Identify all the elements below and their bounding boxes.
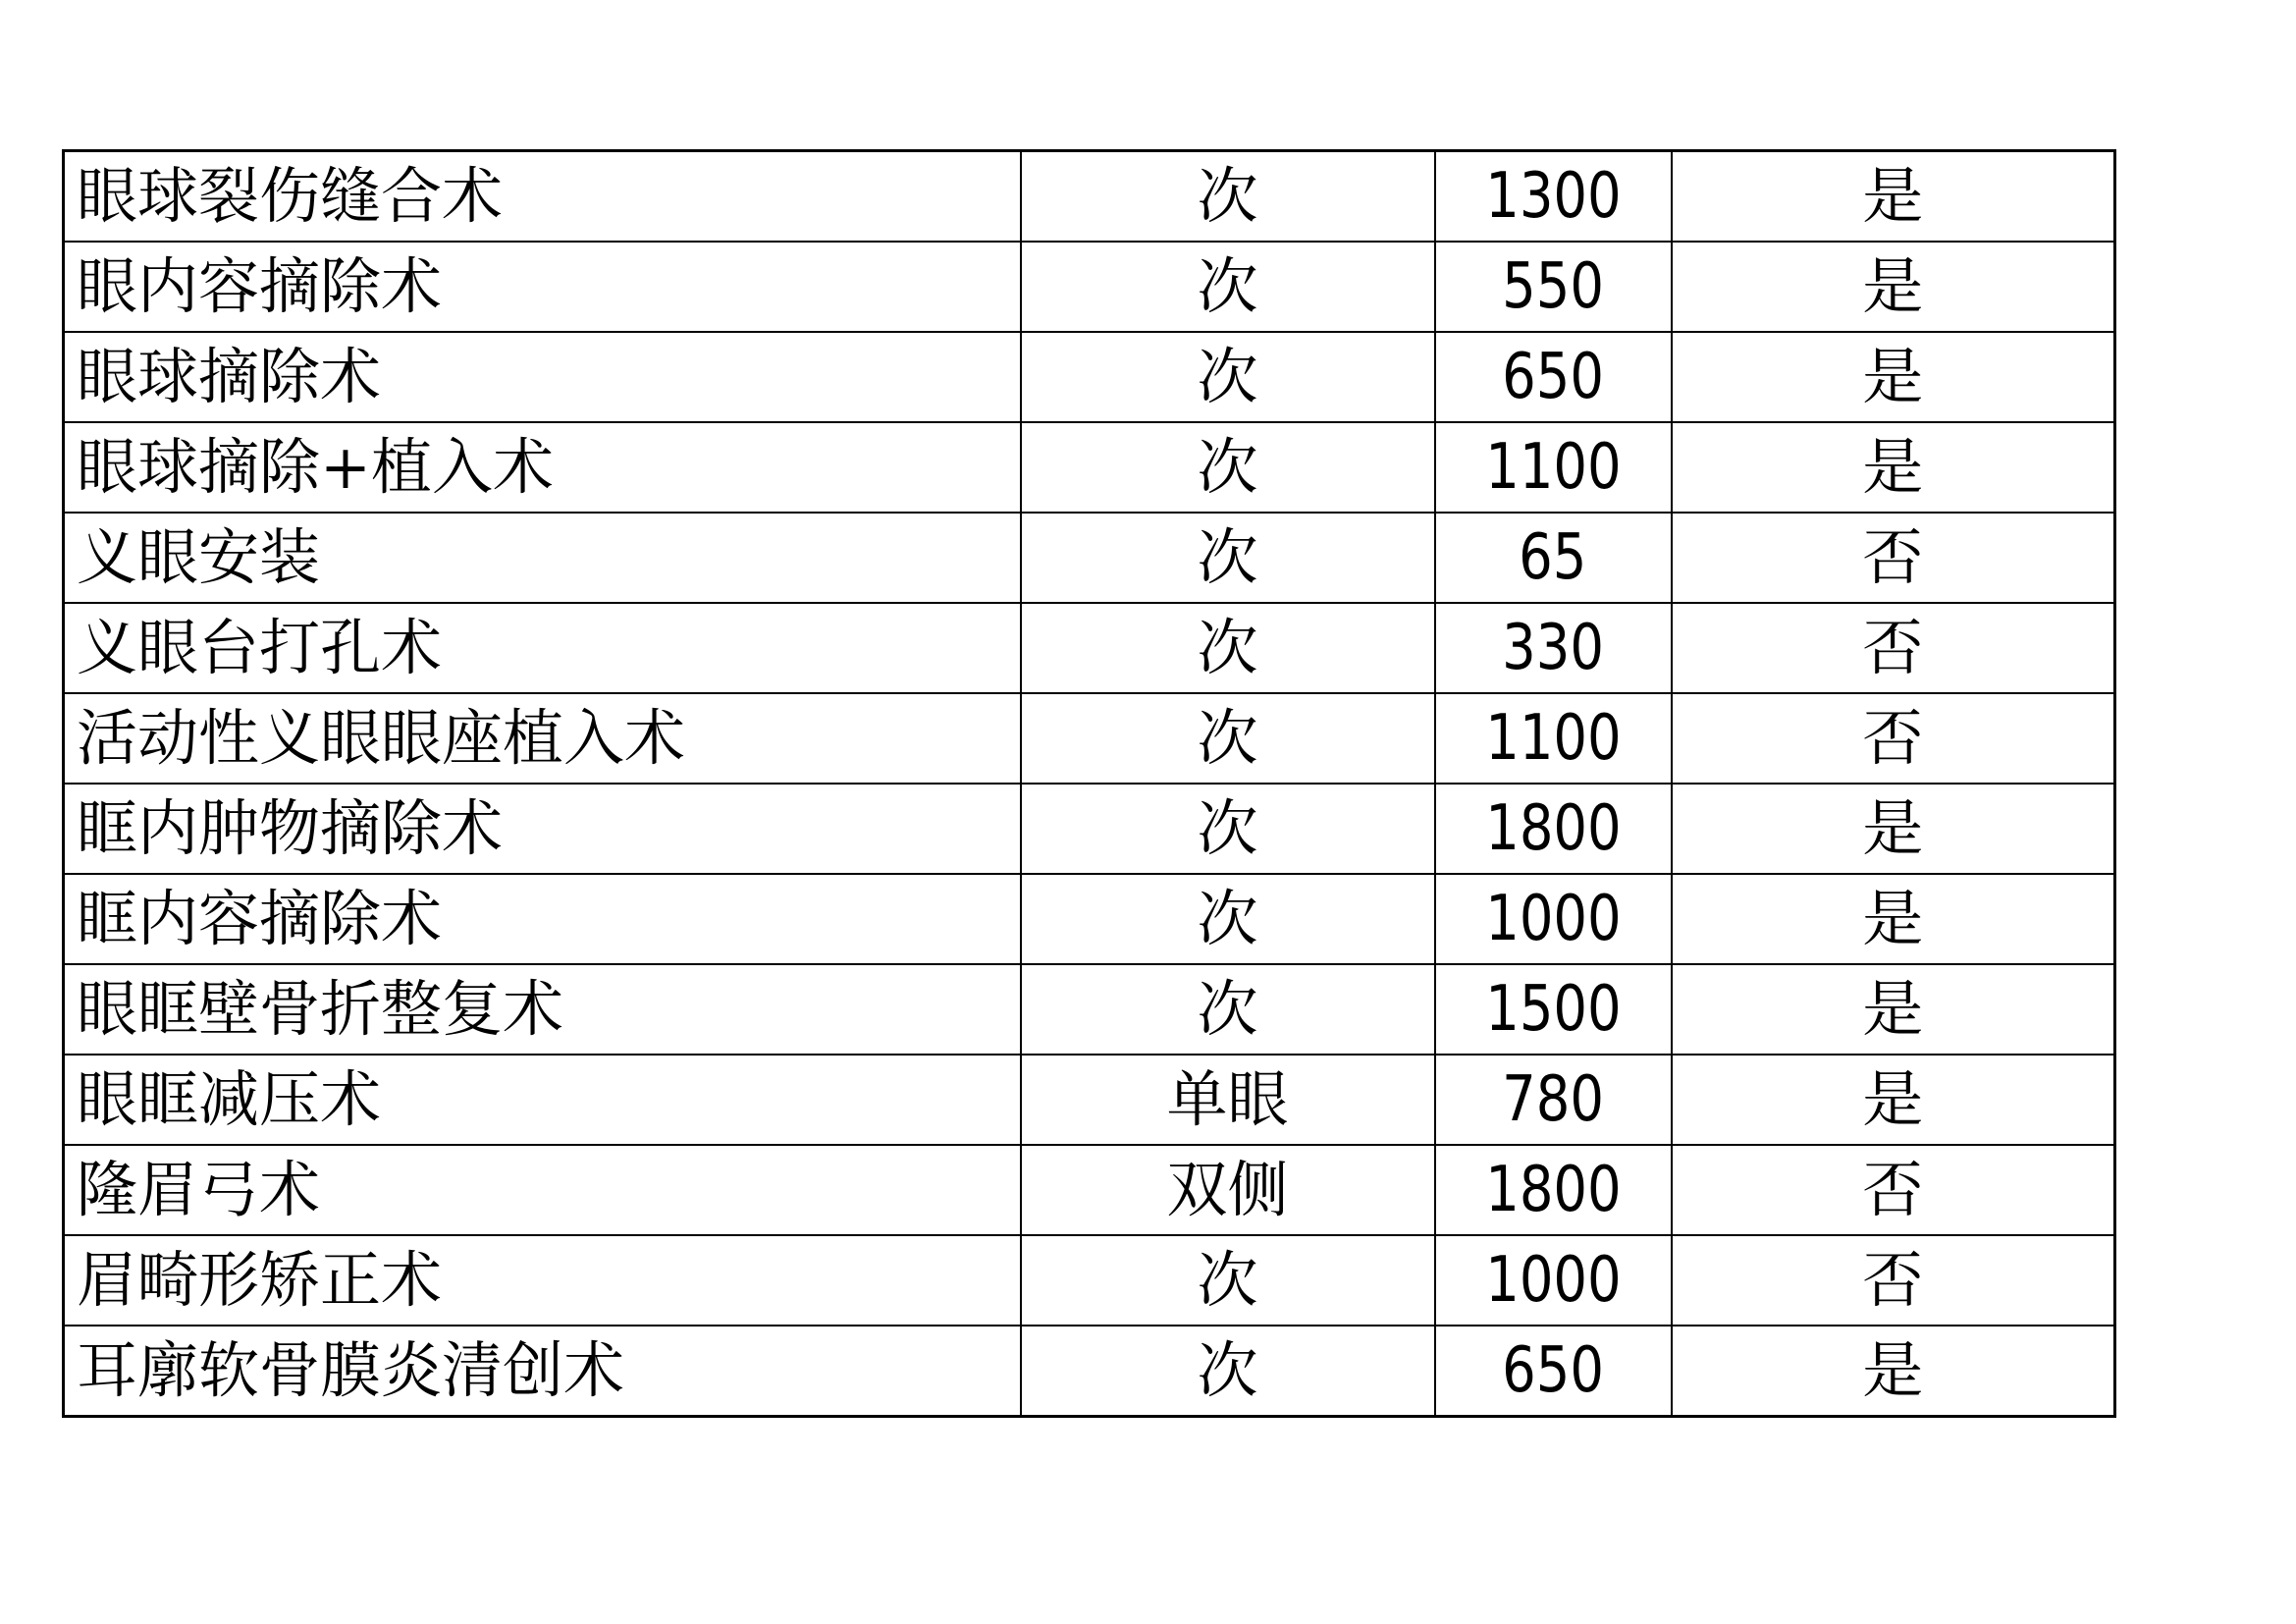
price-text: 1500: [1484, 973, 1622, 1046]
procedure-name-text: 眉畸形矫正术: [77, 1244, 443, 1316]
unit-text: 次: [1197, 1334, 1258, 1406]
price-text: 1800: [1484, 792, 1622, 865]
procedure-name-cell: [64, 1235, 1021, 1326]
procedure-name-text: 眼内容摘除术: [77, 250, 443, 322]
price-text: 1300: [1484, 160, 1622, 233]
procedure-name-cell: [64, 603, 1021, 693]
table-row: [64, 693, 2115, 784]
flag-text: 是: [1862, 883, 1924, 954]
table-row: [64, 1145, 2115, 1235]
procedure-name-cell: [64, 784, 1021, 874]
unit-cell: [1021, 422, 1435, 513]
price-cell: [1435, 784, 1672, 874]
table-row: [64, 603, 2115, 693]
unit-text: 单眼: [1166, 1063, 1289, 1135]
unit-text: 次: [1197, 250, 1258, 322]
flag-cell: [1672, 513, 2115, 603]
fee-table: [62, 149, 2116, 1418]
table-row: [64, 784, 2115, 874]
flag-text: 是: [1862, 1334, 1924, 1406]
procedure-name-cell: [64, 332, 1021, 422]
flag-cell: [1672, 784, 2115, 874]
unit-text: 次: [1197, 973, 1258, 1045]
unit-cell: [1021, 242, 1435, 332]
price-cell: [1435, 603, 1672, 693]
unit-cell: [1021, 513, 1435, 603]
flag-cell: [1672, 603, 2115, 693]
flag-cell: [1672, 1235, 2115, 1326]
table-row: [64, 1055, 2115, 1145]
table-row: [64, 874, 2115, 964]
price-cell: [1435, 513, 1672, 603]
procedure-name-text: 眼球摘除+植入术: [77, 431, 554, 503]
unit-text: 次: [1197, 883, 1258, 954]
price-cell: [1435, 964, 1672, 1055]
flag-cell: [1672, 1326, 2115, 1417]
unit-text: 次: [1197, 1244, 1258, 1316]
procedure-name-text: 隆眉弓术: [77, 1154, 321, 1225]
procedure-name-cell: [64, 242, 1021, 332]
unit-text: 次: [1197, 792, 1258, 864]
procedure-name-cell: [64, 422, 1021, 513]
flag-cell: [1672, 151, 2115, 243]
fee-table-body: [64, 151, 2115, 1417]
price-text: 1000: [1484, 883, 1622, 955]
flag-cell: [1672, 1145, 2115, 1235]
table-row: [64, 422, 2115, 513]
table-row: [64, 242, 2115, 332]
unit-cell: [1021, 332, 1435, 422]
procedure-name-cell: [64, 513, 1021, 603]
price-text: 65: [1519, 521, 1587, 594]
procedure-name-text: 眼眶壁骨折整复术: [77, 973, 564, 1045]
price-cell: [1435, 1326, 1672, 1417]
flag-cell: [1672, 874, 2115, 964]
price-text: 1100: [1484, 431, 1622, 504]
flag-text: 是: [1862, 1063, 1924, 1135]
unit-cell: [1021, 964, 1435, 1055]
flag-cell: [1672, 1055, 2115, 1145]
procedure-name-text: 眼球摘除术: [77, 341, 382, 412]
table-row: [64, 151, 2115, 243]
procedure-name-cell: [64, 151, 1021, 243]
price-text: 650: [1502, 1334, 1604, 1407]
unit-cell: [1021, 1055, 1435, 1145]
price-text: 1100: [1484, 702, 1622, 775]
price-cell: [1435, 1055, 1672, 1145]
procedure-name-text: 义眼台打孔术: [77, 612, 443, 683]
unit-text: 次: [1197, 160, 1258, 232]
price-text: 330: [1502, 612, 1604, 684]
price-cell: [1435, 422, 1672, 513]
flag-cell: [1672, 242, 2115, 332]
price-cell: [1435, 151, 1672, 243]
price-text: 1800: [1484, 1154, 1622, 1226]
flag-cell: [1672, 964, 2115, 1055]
table-row: [64, 964, 2115, 1055]
unit-cell: [1021, 151, 1435, 243]
price-text: 780: [1502, 1063, 1604, 1136]
procedure-name-cell: [64, 693, 1021, 784]
procedure-name-cell: [64, 1145, 1021, 1235]
flag-text: 是: [1862, 973, 1924, 1045]
unit-text: 次: [1197, 612, 1258, 683]
flag-text: 否: [1862, 702, 1924, 774]
flag-cell: [1672, 332, 2115, 422]
price-text: 650: [1502, 341, 1604, 413]
unit-cell: [1021, 874, 1435, 964]
procedure-name-cell: [64, 1055, 1021, 1145]
procedure-name-text: 眶内容摘除术: [77, 883, 443, 954]
table-row: [64, 332, 2115, 422]
procedure-name-text: 耳廓软骨膜炎清创术: [77, 1334, 625, 1406]
procedure-name-text: 眼球裂伤缝合术: [77, 160, 504, 232]
unit-cell: [1021, 1145, 1435, 1235]
flag-text: 是: [1862, 792, 1924, 864]
unit-text: 次: [1197, 431, 1258, 503]
price-text: 550: [1502, 250, 1604, 323]
flag-text: 否: [1862, 1154, 1924, 1225]
table-row: [64, 1326, 2115, 1417]
price-cell: [1435, 1145, 1672, 1235]
unit-cell: [1021, 1326, 1435, 1417]
price-cell: [1435, 242, 1672, 332]
price-cell: [1435, 874, 1672, 964]
price-cell: [1435, 332, 1672, 422]
unit-text: 双侧: [1166, 1154, 1289, 1225]
procedure-name-cell: [64, 874, 1021, 964]
flag-text: 是: [1862, 341, 1924, 412]
flag-cell: [1672, 693, 2115, 784]
unit-text: 次: [1197, 341, 1258, 412]
unit-text: 次: [1197, 702, 1258, 774]
price-text: 1000: [1484, 1244, 1622, 1317]
flag-cell: [1672, 422, 2115, 513]
flag-text: 否: [1862, 612, 1924, 683]
table-row: [64, 1235, 2115, 1326]
flag-text: 是: [1862, 160, 1924, 232]
procedure-name-text: 活动性义眼眼座植入术: [77, 702, 686, 774]
procedure-name-text: 眼眶减压术: [77, 1063, 382, 1135]
unit-cell: [1021, 603, 1435, 693]
unit-text: 次: [1197, 521, 1258, 593]
procedure-name-text: 义眼安装: [77, 521, 321, 593]
flag-text: 否: [1862, 521, 1924, 593]
flag-text: 否: [1862, 1244, 1924, 1316]
procedure-name-cell: [64, 964, 1021, 1055]
unit-cell: [1021, 784, 1435, 874]
price-cell: [1435, 693, 1672, 784]
price-cell: [1435, 1235, 1672, 1326]
flag-text: 是: [1862, 250, 1924, 322]
flag-text: 是: [1862, 431, 1924, 503]
unit-cell: [1021, 1235, 1435, 1326]
table-row: [64, 513, 2115, 603]
procedure-name-text: 眶内肿物摘除术: [77, 792, 504, 864]
unit-cell: [1021, 693, 1435, 784]
procedure-name-cell: [64, 1326, 1021, 1417]
